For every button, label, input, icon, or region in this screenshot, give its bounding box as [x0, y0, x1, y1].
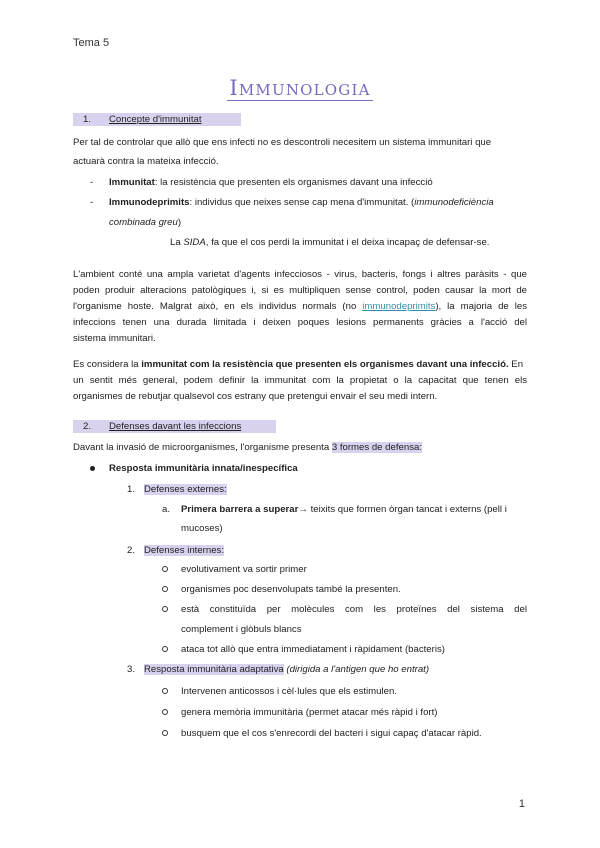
- circle-bullet: [162, 606, 168, 612]
- adaptive-response-label: [144, 664, 429, 676]
- page-header: Tema 5: [73, 37, 110, 49]
- p3-line1: [73, 359, 523, 371]
- paren: ): [177, 217, 182, 228]
- internal-defenses-label: [144, 545, 224, 557]
- definition-text: : individus que neixes sense cap mena d'immunitat. (: [189, 197, 415, 208]
- bold-text: immunitat com la resistència que presenten els organismes davant una infecció.: [141, 359, 509, 370]
- bullet-innate-response: Resposta immunitària innata/inespecífica: [109, 463, 298, 474]
- section-heading-1: [73, 113, 241, 126]
- p2-line5: sistema immunitari.: [73, 333, 156, 344]
- list-number-3: 3.: [127, 664, 136, 675]
- internal-item-4: ataca tot allò que entra immediatament i ràpidament (bacteris): [181, 644, 445, 655]
- section-title: Concepte d'immunitat: [109, 114, 202, 125]
- first-barrier-cont: mucoses): [181, 523, 223, 534]
- term: Immunodeprimits: [109, 197, 190, 208]
- document-title: [0, 76, 600, 100]
- section-number: 1.: [83, 114, 92, 125]
- circle-bullet: [162, 566, 168, 572]
- definition-immunodeprimits-cont: [109, 217, 181, 229]
- circle-bullet: [162, 646, 168, 652]
- dash-marker: -: [90, 197, 94, 208]
- definition-immunitat: [109, 177, 433, 189]
- s2-intro: [73, 442, 422, 454]
- sida-note: [170, 237, 489, 249]
- p2-line1: L'ambient conté una ampla varietat d'agents infecciosos - virus, bacteris, fongs i altres paràsits - que: [73, 269, 527, 280]
- bullet-marker: [90, 466, 95, 471]
- internal-item-2: organismes poc desenvolupats també la presenten.: [181, 584, 401, 595]
- bold-text: Primera barrera a superar: [181, 504, 299, 515]
- definition-italic: immunodeficiència: [414, 197, 494, 208]
- text: Es considera la: [73, 359, 142, 370]
- highlighted-text: Resposta immunitària adaptativa: [144, 664, 284, 675]
- first-barrier-item: [181, 504, 507, 516]
- section-number: 2.: [83, 421, 92, 432]
- adaptive-item-1: Intervenen anticossos i cèl·lules que els estimulen.: [181, 686, 397, 697]
- adaptive-item-2: genera memòria immunitària (permet atacar més ràpid i fort): [181, 707, 438, 718]
- italic-note: (dirigida a l'antigen que ho entrat): [286, 664, 430, 675]
- highlighted-text: 3 formes de defensa:: [331, 442, 422, 453]
- internal-item-3: està constituïda per molècules com les proteïnes del sistema del: [181, 604, 527, 615]
- circle-bullet: [162, 709, 168, 715]
- text: La: [170, 237, 184, 248]
- p3-line2: un sentit més general, podem definir la immunitat com la propietat o la capacitat que tenen els: [73, 375, 527, 386]
- adaptive-item-3: busquem que el cos s'enrecordi del bacteri i sigui capaç d'atacar ràpid.: [181, 728, 482, 739]
- dash-marker: -: [90, 177, 94, 188]
- page-number: 1: [518, 798, 525, 810]
- text: , fa que el cos perdi la immunitat i el deixa incapaç de defensar-se.: [205, 237, 490, 248]
- section-title: Defenses davant les infeccions: [109, 421, 242, 432]
- circle-bullet: [162, 730, 168, 736]
- section-heading-2: [73, 420, 276, 433]
- term: Immunitat: [109, 177, 155, 188]
- s1-intro-line2: actuarà contra la mateixa infecció.: [73, 156, 219, 167]
- immunodeprimits-link[interactable]: immunodeprimits: [362, 301, 436, 312]
- list-letter-a: a.: [162, 504, 171, 515]
- definition-text: : la resistència que presenten els organismes davant una infecció: [154, 177, 433, 188]
- internal-item-1: evolutivament va sortir primer: [181, 564, 307, 575]
- text: Davant la invasió de microorganismes, l'organisme presenta: [73, 442, 332, 453]
- text: ), la majoria de les: [435, 301, 527, 312]
- text: → teixits que formen òrgan tancat i externs (pell i: [298, 504, 507, 515]
- p2-line4: infeccions tenen una durada limitada i deixen poques lesions permanents gràcies a l'acció del: [73, 317, 527, 328]
- s1-intro-line1: Per tal de controlar que allò que ens infecti no es descontroli necesitem un sistema immunitari que: [73, 137, 492, 148]
- text: l'organisme hoste. Malgrat això, en els individus normals (no: [73, 301, 363, 312]
- p2-line2: poden produir alteracions patològiques i, si es multipliquen sense control, poden causar la mort de: [73, 285, 527, 296]
- circle-bullet: [162, 688, 168, 694]
- term-italic: SIDA: [183, 237, 206, 248]
- list-number-2: 2.: [127, 545, 136, 556]
- external-defenses-label: [144, 484, 227, 496]
- text: En: [508, 359, 524, 370]
- p2-line3: [73, 301, 527, 313]
- highlighted-text: Defenses internes:: [144, 545, 224, 556]
- definition-immunodeprimits: [109, 197, 494, 209]
- list-number-1: 1.: [127, 484, 136, 495]
- highlighted-text: Defenses externes:: [144, 484, 227, 495]
- document-title-text: Immunologia: [229, 76, 371, 100]
- definition-italic: combinada greu: [109, 217, 178, 228]
- circle-bullet: [162, 586, 168, 592]
- internal-item-3-cont: complement i glòbuls blancs: [181, 624, 302, 635]
- p3-line3: organismes de rebutjar qualsevol cos estrany que pretengui envair el seu medi intern.: [73, 391, 438, 402]
